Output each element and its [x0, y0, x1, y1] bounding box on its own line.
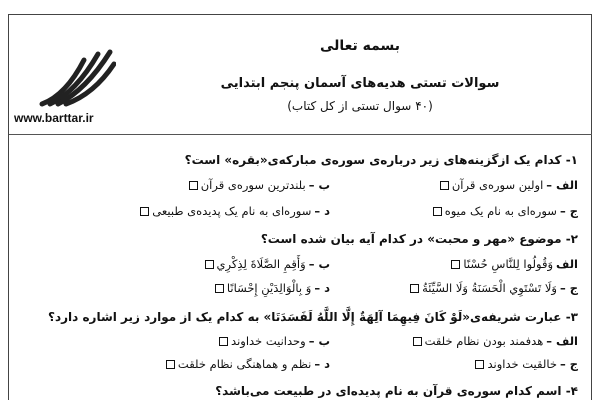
- option-text: نظم و هماهنگی نظام خلقت: [177, 357, 312, 371]
- question-2: [18, 232, 578, 246]
- question-3-option-d[interactable]: [166, 357, 330, 371]
- option-letter: الف –: [546, 334, 578, 348]
- checkbox[interactable]: [140, 207, 149, 216]
- option-letter: ج –: [559, 357, 578, 371]
- option-letter: ب –: [308, 334, 330, 348]
- question-2-option-a[interactable]: [451, 257, 578, 271]
- option-letter: ج –: [559, 204, 578, 218]
- question-1: [18, 153, 578, 167]
- option-letter: ب –: [308, 178, 330, 192]
- question-number: ۲-: [565, 232, 578, 246]
- option-text: اولین سوره‌ی قرآن: [451, 178, 544, 192]
- question-3-option-a[interactable]: [413, 334, 578, 348]
- option-text: سوره‌ای به نام یک پدیده‌ی طبیعی: [152, 204, 312, 218]
- option-letter: ج –: [559, 281, 578, 295]
- question-2-option-b[interactable]: [205, 257, 330, 271]
- question-text: اسم کدام سوره‌ی قرآن به نام پدیده‌ای در طبیعت می‌باشد؟: [215, 384, 562, 398]
- checkbox[interactable]: [219, 337, 228, 346]
- question-2-option-d[interactable]: [215, 281, 330, 295]
- page-title: سوالات تستی هدیه‌های آسمان پنجم ابتدایی: [220, 76, 500, 91]
- checkbox[interactable]: [215, 284, 224, 293]
- bismillah-heading: بسمه تعالی: [319, 38, 401, 54]
- question-3-option-c[interactable]: [475, 357, 578, 371]
- checkbox[interactable]: [413, 337, 422, 346]
- option-text: خالقیت خداوند: [487, 357, 557, 371]
- option-letter: د –: [314, 357, 330, 371]
- checkbox[interactable]: [205, 260, 214, 269]
- option-letter: د –: [314, 281, 330, 295]
- question-number: ۴-: [565, 384, 578, 398]
- question-1-option-c[interactable]: [433, 204, 578, 218]
- option-text: وَأَقِمِ الصَّلَاةَ لِذِكْرِي: [216, 257, 306, 271]
- option-text: سوره‌ای به نام یک میوه: [444, 204, 557, 218]
- question-2-option-c[interactable]: [410, 281, 578, 295]
- question-text: کدام یک ازگزینه‌های زیر درباره‌ی سوره‌ی مبارکه‌ی«بقره» است؟: [184, 153, 562, 167]
- question-3-option-b[interactable]: [219, 334, 330, 348]
- question-text: موضوع «مهر و محبت» در کدام آیه بیان شده است؟: [260, 232, 562, 246]
- question-1-option-d[interactable]: [140, 204, 330, 218]
- barttar-logo: [36, 40, 116, 110]
- option-letter: ب –: [308, 257, 330, 271]
- option-text: بلندترین سوره‌ی قرآن: [200, 178, 306, 192]
- question-1-option-b[interactable]: [189, 178, 330, 192]
- option-text: وَقُولُوا لِلنَّاسِ حُسْنًا: [463, 257, 554, 271]
- option-letter: الف: [556, 257, 578, 271]
- header-divider: [9, 134, 592, 135]
- question-1-option-a[interactable]: [440, 178, 578, 192]
- checkbox[interactable]: [189, 181, 198, 190]
- checkbox[interactable]: [433, 207, 442, 216]
- option-text: هدفمند بودن نظام خلقت: [424, 334, 544, 348]
- option-text: وَ بِالْوَالِدَيْنِ إِحْسَانًا: [226, 281, 312, 295]
- question-4: [18, 384, 578, 398]
- site-url: www.barttar.ir: [14, 111, 94, 125]
- question-number: ۱-: [565, 153, 578, 167]
- checkbox[interactable]: [410, 284, 419, 293]
- page-subtitle: (۴۰ سوال تستی از کل کتاب): [287, 99, 433, 113]
- option-letter: الف –: [546, 178, 578, 192]
- option-text: وحدانیت خداوند: [231, 334, 306, 348]
- option-text: وَلَا تَسْتَوِي الْحَسَنَةُ وَلَا السَّيِّئَةُ: [422, 281, 557, 295]
- question-number: ۳-: [565, 310, 578, 324]
- checkbox[interactable]: [166, 360, 175, 369]
- question-3: [18, 310, 578, 324]
- option-letter: د –: [314, 204, 330, 218]
- checkbox[interactable]: [440, 181, 449, 190]
- question-text: عبارت شریفه‌ی«لَوْ كَانَ فِيهِمَا آلِهَةٌ إِلَّا اللَّهُ لَفَسَدَتَا» به کدام یک از موارد زیر اشاره دارد؟: [47, 310, 562, 324]
- checkbox[interactable]: [475, 360, 484, 369]
- checkbox[interactable]: [451, 260, 460, 269]
